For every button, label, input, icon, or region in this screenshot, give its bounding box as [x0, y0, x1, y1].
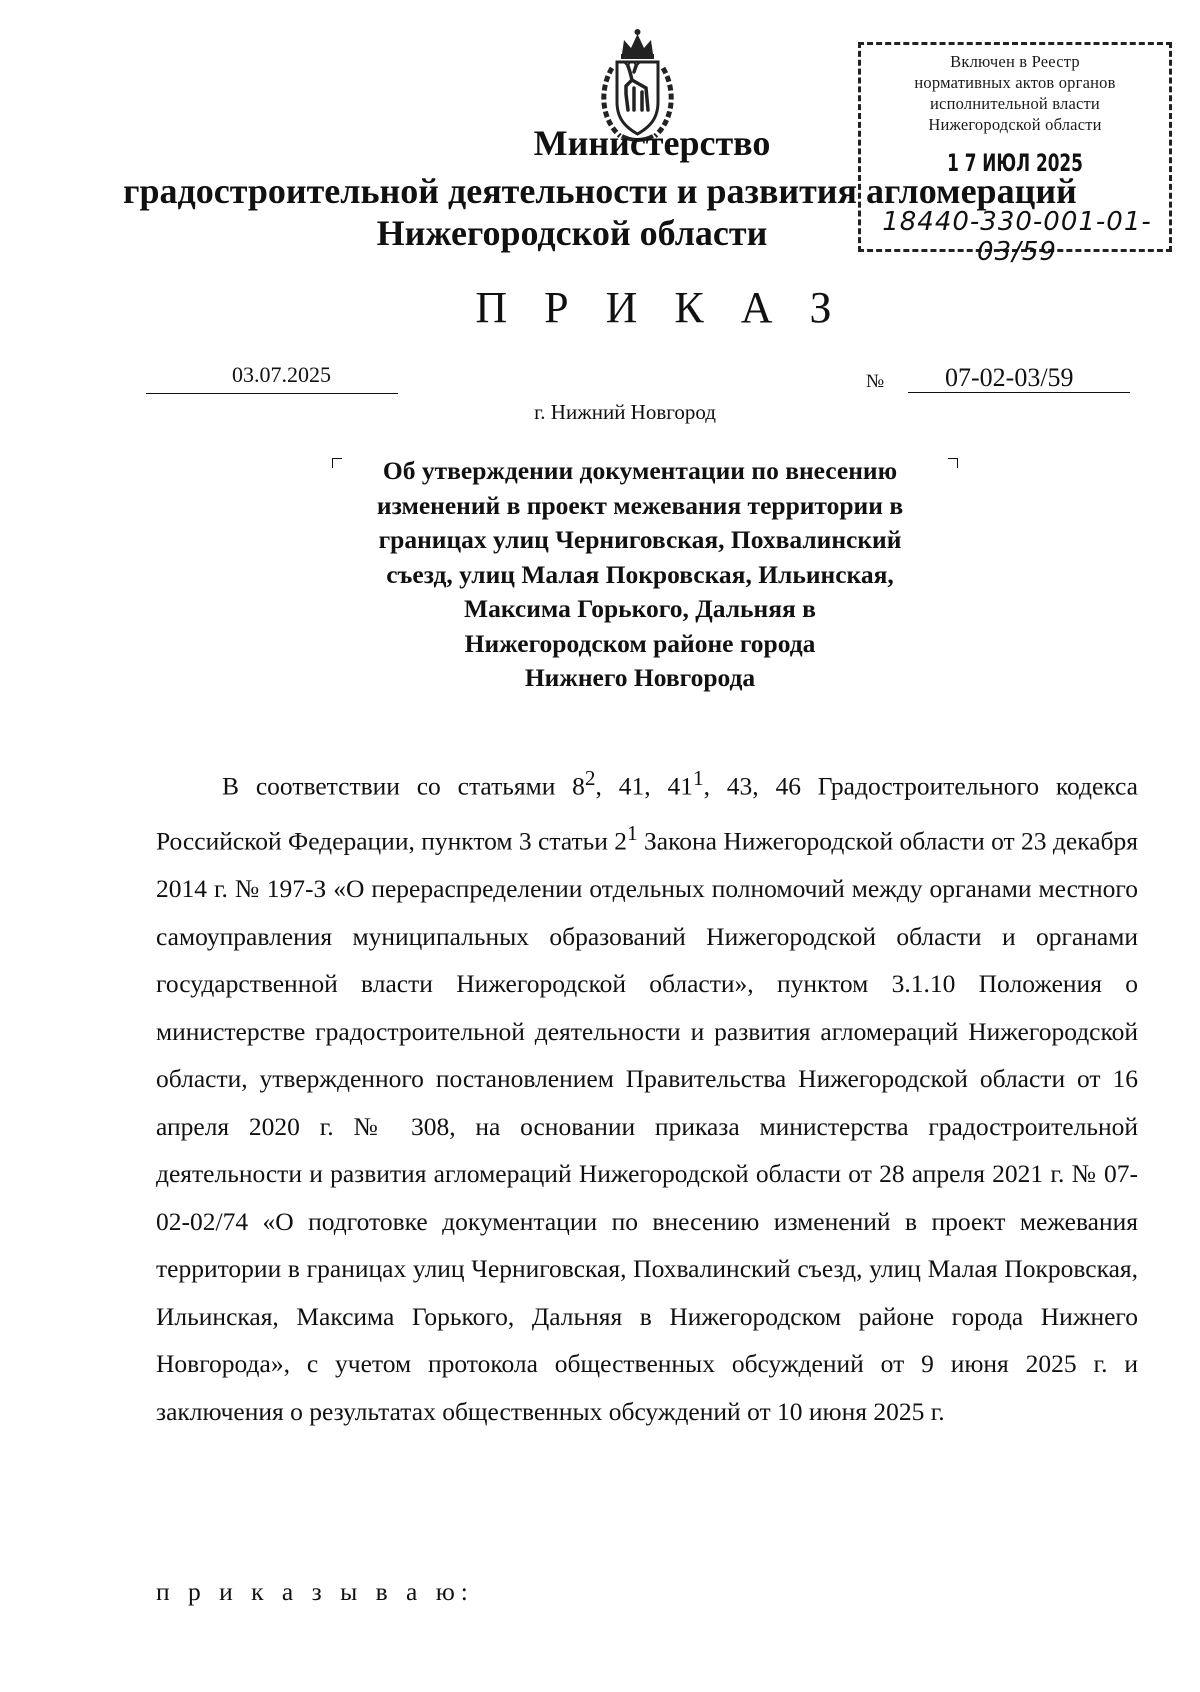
body-text: В соответствии со статьями 8	[222, 771, 585, 801]
subject-line: Нижегородском районе города	[464, 628, 816, 658]
orders-word: п р и к а з ы в а ю:	[156, 1577, 474, 1606]
document-city: г. Нижний Новгород	[534, 400, 716, 424]
document-type-title: П Р И К А З	[475, 283, 845, 332]
superscript: 1	[627, 821, 638, 845]
document-number: 07-02-03/59	[945, 363, 1074, 392]
stamp-text	[861, 51, 1169, 135]
document-body	[156, 755, 1138, 1435]
date-underline	[146, 393, 398, 394]
org-title-line1: Министерство	[533, 123, 771, 163]
number-sign: №	[866, 371, 885, 392]
subject-line: изменений в проект межевания территории в	[376, 490, 904, 520]
subject-line: Об утверждении документации по внесению	[382, 456, 898, 485]
registry-stamp	[858, 42, 1172, 267]
subject-line: съезд, улиц Малая Покровская, Ильинская,	[386, 559, 894, 589]
document-date: 03.07.2025	[232, 362, 331, 387]
superscript: 1	[692, 766, 704, 790]
preamble-paragraph	[156, 755, 1138, 1435]
document-subject	[300, 454, 980, 696]
stamp-registration-number: 18440-330-001-01-03/59	[882, 207, 1152, 267]
subject-line: Нижнего Новгорода	[524, 663, 756, 692]
subject-line: границах улиц Черниговская, Похвалинский	[378, 525, 902, 554]
subject-line: Максима Горького, Дальняя в	[464, 594, 816, 623]
superscript: 2	[584, 766, 596, 790]
org-title-line3: Нижегородской области	[376, 213, 768, 253]
stamp-date: 1 7 ИЮЛ 2025	[947, 149, 1083, 177]
body-text: , 41, 41	[595, 771, 693, 801]
stamp-line: исполнительной власти	[930, 94, 1100, 113]
stamp-line: Нижегородской области	[928, 115, 1102, 134]
stamp-line: нормативных актов органов	[914, 73, 1116, 92]
body-text: Закона Нижегородской области от 23 декабря 2014 г. № 197-З «О перераспределении отдельных полномочий между органами местного самоуправления муниципальных образований Нижегородской области и органами государственной власти Нижегородской области», пунктом 3.1.10 Положения о министерстве градостроительной деятельности и развития агломераций Нижегородской области, утвержденного постановлением Правительства Нижегородской области от 16 апреля 2020 г. № 308, на основании приказа министерства градостроительной деятельности и развития агломераций Нижегородской области от 28 апреля 2021 г. № 07-02-02/74 «О подготовке документации по внесению изменений в проект межевания территории в границах улиц Черниговская, Похвалинский съезд, улиц Малая Покровская, Ильинская, Максима Горького, Дальняя в Нижегородском районе города Нижнего Новгорода», с учетом протокола общественных обсуждений от 9 июня 2025 г. и заключения о результатах общественных обсуждений от 10 июня 2025 г.	[156, 826, 1138, 1426]
org-title-line2: градостроительной деятельности и развития агломераций	[123, 171, 1077, 211]
number-underline	[908, 392, 1130, 393]
body-text: , 43, 46 Градостроительного кодекса Российской Федерации, пунктом 3 статьи 2	[156, 771, 1138, 856]
stamp-line: Включен в Реестр	[950, 52, 1080, 71]
